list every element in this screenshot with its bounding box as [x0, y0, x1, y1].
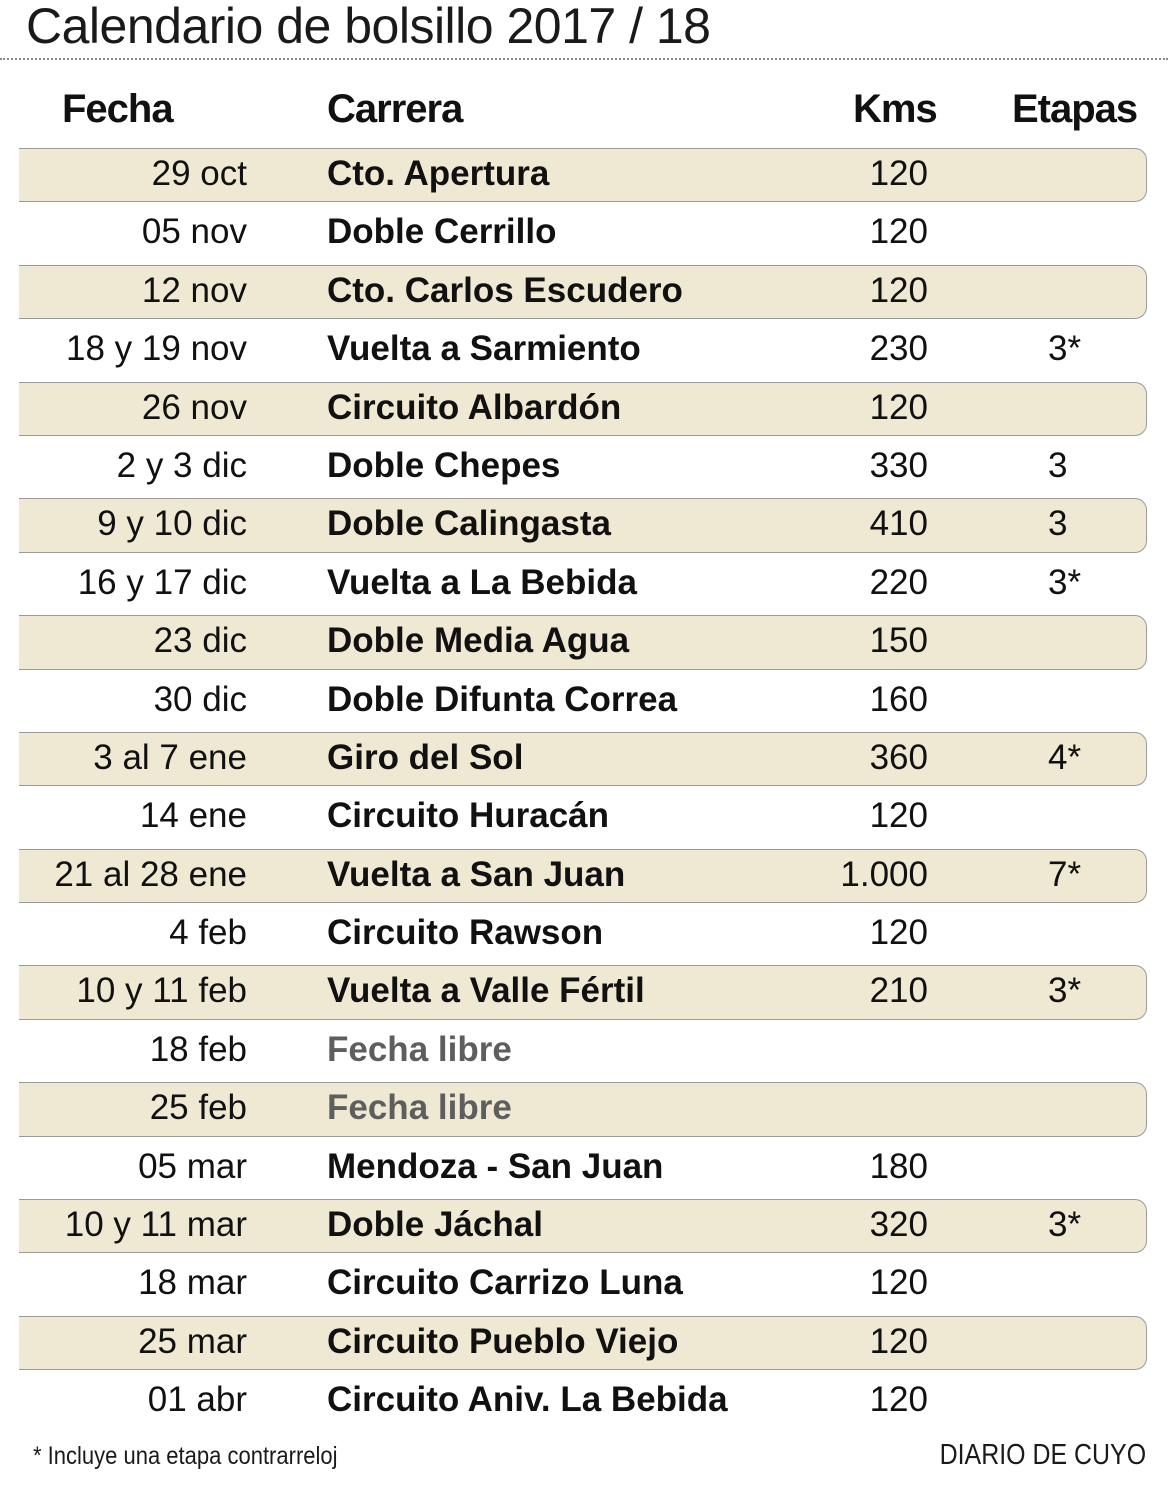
- race-cell: Cto. Apertura: [327, 154, 550, 193]
- table-row: [0, 203, 1168, 261]
- race-cell: Circuito Carrizo Luna: [327, 1263, 683, 1303]
- header-date: Fecha: [62, 87, 173, 131]
- table-row: [0, 846, 1168, 904]
- kms-cell: 150: [869, 621, 928, 661]
- date-cell: 05 nov: [141, 212, 247, 252]
- race-cell: Circuito Rawson: [327, 913, 604, 953]
- table-row: [0, 729, 1168, 787]
- table-row: [0, 1021, 1168, 1079]
- kms-cell: 120: [869, 270, 928, 310]
- kms-cell: 120: [869, 796, 928, 836]
- race-cell: Doble Difunta Correa: [327, 679, 678, 719]
- date-cell: 12 nov: [141, 270, 247, 310]
- footnote: * Incluye una etapa contrarreloj: [33, 1442, 338, 1470]
- date-cell: 21 al 28 ene: [54, 854, 247, 894]
- race-cell: Circuito Pueblo Viejo: [327, 1321, 679, 1361]
- stages-cell: 3*: [1048, 329, 1082, 369]
- table-row: [0, 320, 1168, 378]
- race-cell: Giro del Sol: [327, 737, 524, 777]
- date-cell: 26 nov: [141, 387, 247, 427]
- table-row: [0, 262, 1168, 320]
- table-row: [0, 495, 1168, 553]
- dotted-divider: [0, 58, 1168, 60]
- race-cell: Vuelta a Valle Fértil: [327, 971, 645, 1011]
- kms-cell: 120: [869, 154, 928, 193]
- table-row: [0, 904, 1168, 962]
- header-stages: Etapas: [1012, 87, 1138, 131]
- race-cell: Fecha libre: [327, 1029, 512, 1069]
- stages-cell: 3: [1048, 504, 1068, 544]
- kms-cell: 180: [869, 1146, 928, 1186]
- kms-cell: 120: [869, 387, 928, 427]
- stages-cell: 7*: [1048, 854, 1082, 894]
- table-row: [0, 612, 1168, 670]
- date-cell: 30 dic: [153, 679, 247, 719]
- table-row: [0, 1196, 1168, 1254]
- date-cell: 18 mar: [138, 1263, 247, 1303]
- table-row: [0, 1371, 1168, 1429]
- date-cell: 01 abr: [147, 1380, 247, 1420]
- table-row: [0, 1313, 1168, 1371]
- table-row: [0, 671, 1168, 729]
- race-cell: Circuito Albardón: [327, 387, 622, 427]
- date-cell: 3 al 7 ene: [93, 737, 247, 777]
- date-cell: 2 y 3 dic: [116, 445, 247, 485]
- date-cell: 16 y 17 dic: [77, 562, 247, 602]
- date-cell: 14 ene: [139, 796, 247, 836]
- table-row: [0, 1138, 1168, 1196]
- race-cell: Doble Cerrillo: [327, 212, 557, 252]
- calendar-table: [0, 145, 1168, 1430]
- race-cell: Vuelta a San Juan: [327, 854, 626, 894]
- stages-cell: 4*: [1048, 737, 1082, 777]
- header-kms: Kms: [853, 87, 937, 131]
- date-cell: 18 y 19 nov: [66, 329, 247, 369]
- race-cell: Doble Chepes: [327, 445, 561, 485]
- kms-cell: 120: [869, 913, 928, 953]
- race-cell: Mendoza - San Juan: [327, 1146, 664, 1186]
- stages-cell: 3*: [1048, 562, 1082, 602]
- race-cell: Doble Calingasta: [327, 504, 611, 544]
- kms-cell: 120: [869, 1380, 928, 1420]
- kms-cell: 120: [869, 212, 928, 252]
- date-cell: 25 mar: [138, 1321, 247, 1361]
- kms-cell: 230: [869, 329, 928, 369]
- table-row: [0, 962, 1168, 1020]
- date-cell: 29 oct: [151, 154, 247, 193]
- date-cell: 10 y 11 mar: [64, 1205, 247, 1245]
- table-row: [0, 1079, 1168, 1137]
- date-cell: 25 feb: [149, 1088, 247, 1128]
- race-cell: Fecha libre: [327, 1088, 512, 1128]
- kms-cell: 360: [869, 737, 928, 777]
- race-cell: Cto. Carlos Escudero: [327, 270, 683, 310]
- race-cell: Circuito Huracán: [327, 796, 609, 836]
- date-cell: 18 feb: [149, 1029, 247, 1069]
- kms-cell: 120: [869, 1263, 928, 1303]
- date-cell: 4 feb: [169, 913, 247, 953]
- race-cell: Doble Jáchal: [327, 1205, 543, 1245]
- kms-cell: 210: [869, 971, 928, 1011]
- race-cell: Circuito Aniv. La Bebida: [327, 1380, 728, 1420]
- kms-cell: 160: [869, 679, 928, 719]
- table-row: [0, 437, 1168, 495]
- kms-cell: 330: [869, 445, 928, 485]
- race-cell: Vuelta a Sarmiento: [327, 329, 641, 369]
- kms-cell: 120: [869, 1321, 928, 1361]
- page-title: Calendario de bolsillo 2017 / 18: [26, 0, 711, 54]
- source-credit: DIARIO DE CUYO: [939, 1439, 1146, 1471]
- kms-cell: 320: [869, 1205, 928, 1245]
- date-cell: 23 dic: [153, 621, 247, 661]
- kms-cell: 410: [869, 504, 928, 544]
- date-cell: 05 mar: [138, 1146, 247, 1186]
- stages-cell: 3*: [1048, 1205, 1082, 1245]
- table-row: [0, 1254, 1168, 1312]
- date-cell: 9 y 10 dic: [97, 504, 247, 544]
- date-cell: 10 y 11 feb: [76, 971, 247, 1011]
- header-race: Carrera: [327, 87, 463, 131]
- table-row: [0, 554, 1168, 612]
- table-row: [0, 379, 1168, 437]
- stages-cell: 3*: [1048, 971, 1082, 1011]
- stages-cell: 3: [1048, 445, 1068, 485]
- kms-cell: 1.000: [840, 854, 928, 894]
- table-row: [0, 145, 1168, 203]
- kms-cell: 220: [869, 562, 928, 602]
- race-cell: Doble Media Agua: [327, 621, 630, 661]
- race-cell: Vuelta a La Bebida: [327, 562, 637, 602]
- table-row: [0, 787, 1168, 845]
